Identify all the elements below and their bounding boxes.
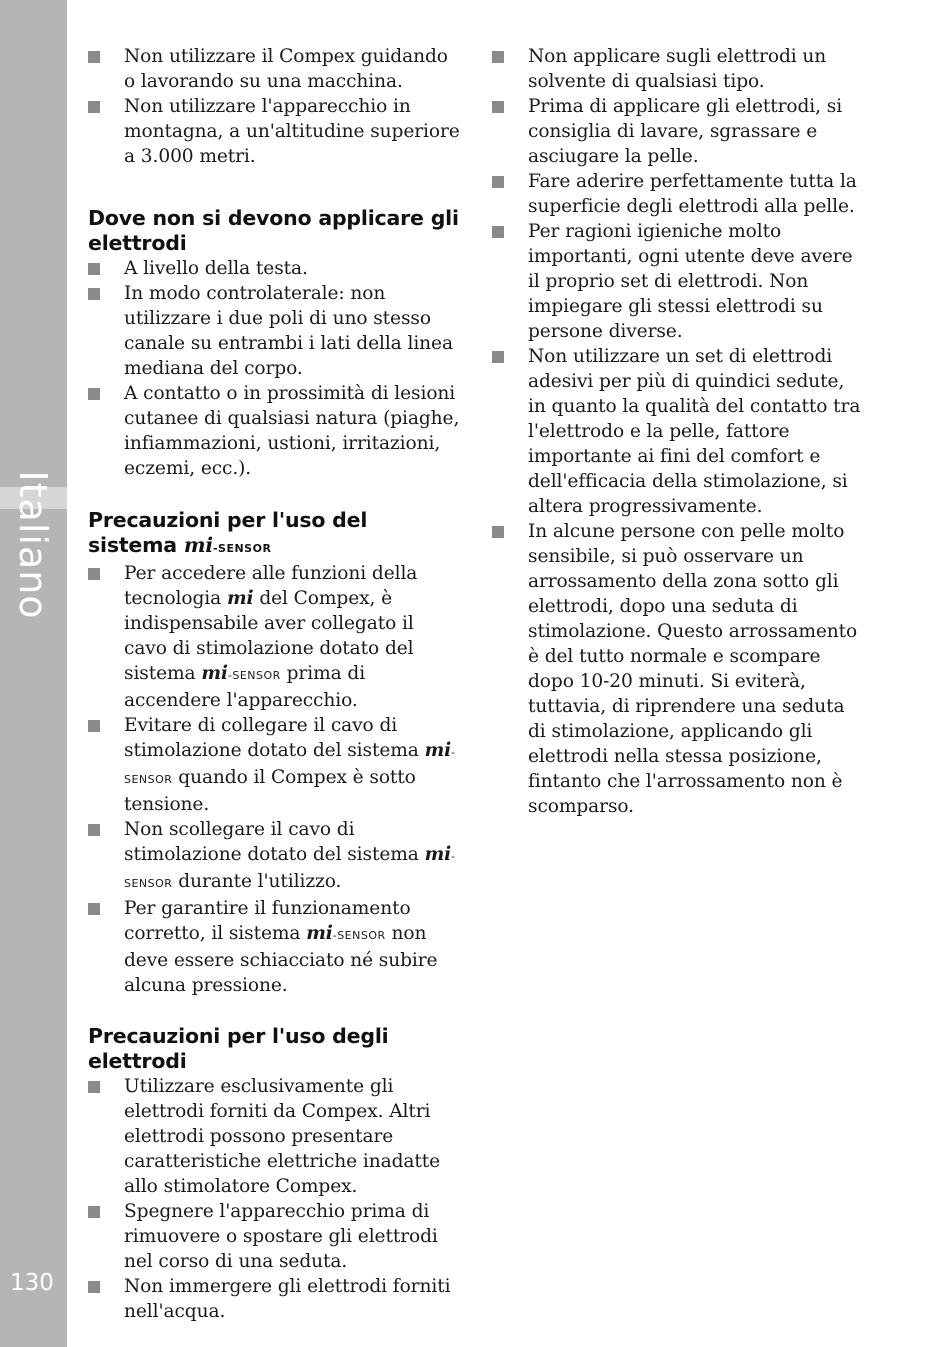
sensor-logo: -SENSOR [124,850,456,890]
list-item: Non utilizzare un set di elettrodi adesivi per più di quindici sedute, in quanto la qualità del contatto tra l'elettrodo e la pelle, fattore importante ai fini del comfort e dell'efficacia della stimolazione, si altera progressivamente. [492,344,864,519]
text: durante l'utilizzo. [178,871,342,892]
list-item: In alcune persone con pelle molto sensibile, si può osservare un arrossamento della zona sotto gli elettrodi, dopo una seduta di stimolazione. Questo arrossamento è del tutto normale e scompare dopo 10-20 minuti. Si eviterà, tuttavia, di riprendere una seduta di stimolazione, applicando gli elettrodi nella stessa posizione, fintanto che l'arrossamento non è scomparso. [492,519,864,819]
list-item: Fare aderire perfettamente tutta la superficie degli elettrodi alla pelle. [492,169,864,219]
heading-text: Precauzioni per l'uso del sistema [88,508,368,557]
section3-list [88,1074,460,1324]
list-item: Per ragioni igieniche molto importanti, ogni utente deve avere il proprio set di elettrodi. Non impiegare gli stessi elettrodi su persone diverse. [492,219,864,344]
sensor-logo: -SENSOR [332,929,386,942]
text: Evitare di collegare il cavo di stimolazione dotato del sistema [124,715,419,761]
list-item: Non utilizzare il Compex guidando o lavorando su una macchina. [88,44,460,94]
mi-logo: mi [201,663,228,684]
list-item [88,817,460,896]
text: del Compex, è indispensabile aver collegato il cavo di stimolazione dotato del sistema [124,588,414,684]
text: non deve essere schiacciato né subire alcuna pressione. [124,923,438,996]
right-column [492,44,864,819]
list-item: Non utilizzare l'apparecchio in montagna, a un'altitudine superiore a 3.000 metri. [88,94,460,169]
text: Per accedere alle funzioni della tecnologia [124,563,418,609]
section2-list [88,561,460,998]
left-column [88,44,460,1324]
list-item [88,896,460,998]
list-item: Non applicare sugli elettrodi un solvente di qualsiasi tipo. [492,44,864,94]
language-sidebar [0,0,67,1347]
section-heading-electrode-placement: Dove non si devono applicare gli elettrodi [88,206,459,255]
intro-list [88,44,460,169]
list-item [88,713,460,817]
list-item: Non immergere gli elettrodi forniti nell'acqua. [88,1274,460,1324]
text: Per garantire il funzionamento corretto, il sistema [124,898,411,944]
mi-logo: mi [226,588,254,609]
text: Non scollegare il cavo di stimolazione dotato del sistema [124,819,419,865]
language-label: Italiano [11,470,55,620]
right-list [492,44,864,819]
mi-logo: mi [424,844,452,865]
page-number: 130 [10,1270,54,1296]
section1-list [88,256,460,481]
sensor-logo: -SENSOR [124,746,456,786]
sensor-logo: -SENSOR [227,669,281,682]
section-heading-mi-sensor [88,508,460,561]
mi-logo: mi [424,740,452,761]
mi-logo: mi [183,533,213,557]
list-item: Prima di applicare gli elettrodi, si consiglia di lavare, sgrassare e asciugare la pelle. [492,94,864,169]
list-item: Spegnere l'apparecchio prima di rimuovere o spostare gli elettrodi nel corso di una seduta. [88,1199,460,1274]
text: quando il Compex è sotto tensione. [124,767,416,815]
list-item: Utilizzare esclusivamente gli elettrodi forniti da Compex. Altri elettrodi possono presentare caratteristiche elettriche inadatte allo stimolatore Compex. [88,1074,460,1199]
section-heading-electrode-use: Precauzioni per l'uso degli elettrodi [88,1024,389,1073]
mi-logo: mi [306,923,333,944]
text: prima di accendere l'apparecchio. [124,663,366,711]
list-item: A contatto o in prossimità di lesioni cutanee di qualsiasi natura (piaghe, infiammazioni, ustioni, irritazioni, eczemi, ecc.). [88,381,460,481]
sensor-logo: -SENSOR [212,542,272,555]
list-item: A livello della testa. [88,256,460,281]
list-item [88,561,460,713]
list-item: In modo controlaterale: non utilizzare i due poli di uno stesso canale su entrambi i lati della linea mediana del corpo. [88,281,460,381]
